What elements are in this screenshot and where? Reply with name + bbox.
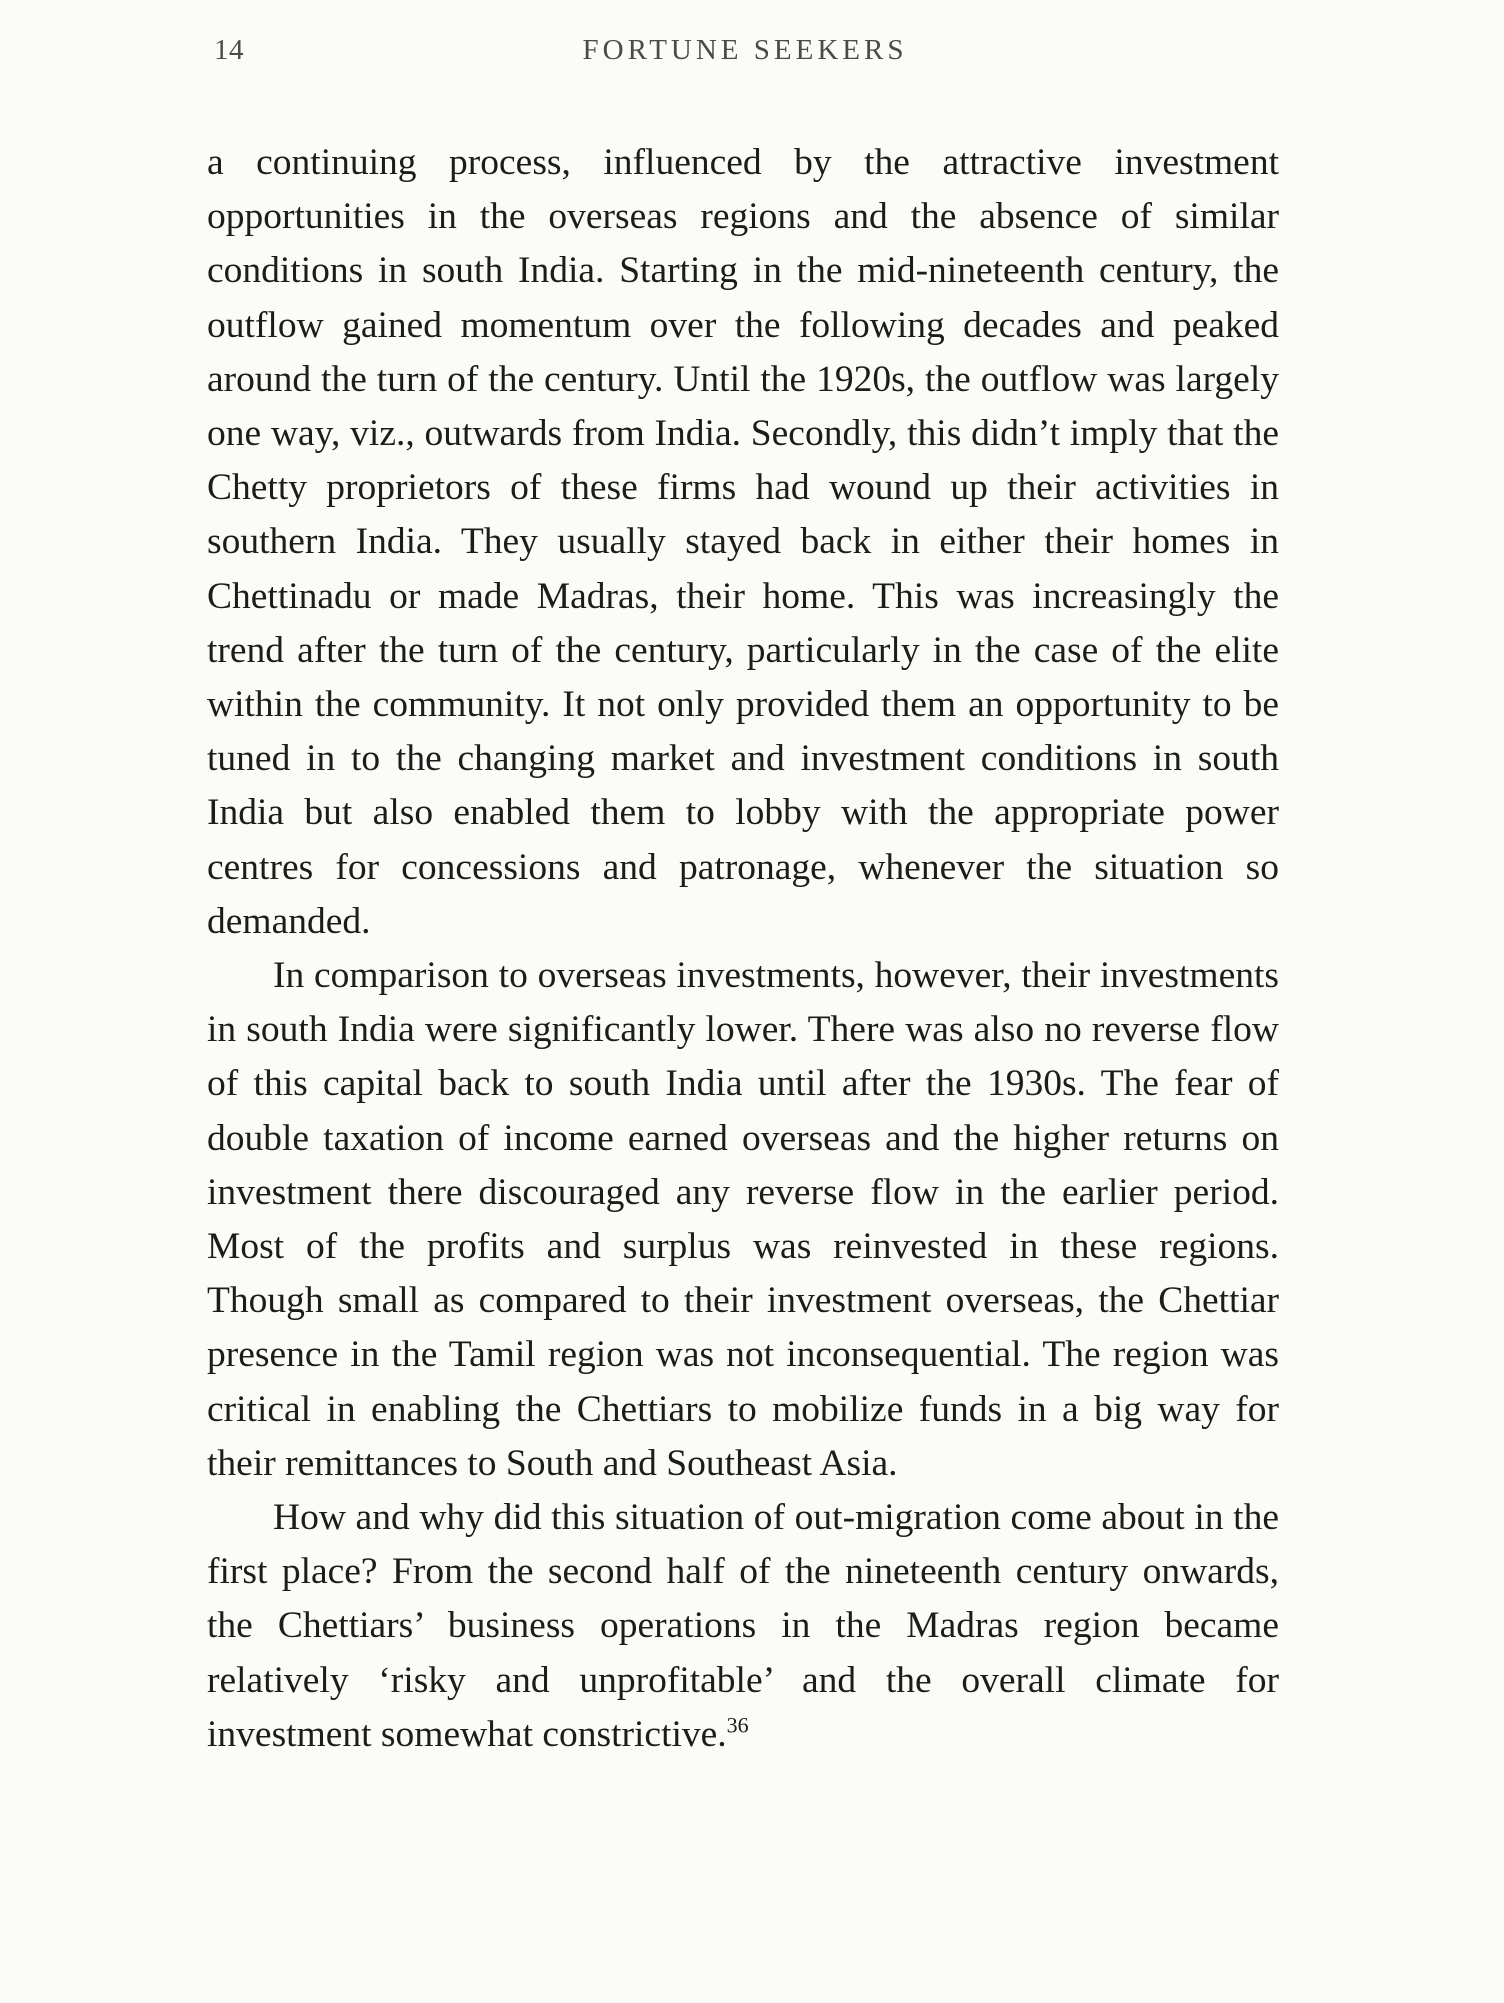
body-text [207,136,1279,1762]
paragraph-1-text: a continuing process, influenced by the attractive investment opportunities in the overseas regions and the absence of similar conditions in south India. Starting in the mid-nineteenth century, the outflow gained momentum over the following decades and peaked around the turn of the century. Until the 1920s, the outflow was largely one way, viz., outwards from India. Secondly, this didn’t imply that the Chetty proprietors of these firms had wound up their activities in southern India. They usually stayed back in either their homes in Chettinadu or made Madras, their home. This was increasingly the trend after the turn of the century, particularly in the case of the elite within the community. It not only provided them an opportunity to be tuned in to the changing market and investment conditions in south India but also enabled them to lobby with the appropriate power centres for concessions and patronage, whenever the situation so demanded. [207,142,1279,942]
paragraph-1 [207,136,1279,949]
running-title: FORTUNE SEEKERS [582,34,908,66]
paragraph-2 [207,949,1279,1491]
paragraph-3 [207,1491,1279,1762]
footnote-reference[interactable]: 36 [726,1712,749,1738]
paragraph-2-text: In comparison to overseas investments, however, their investments in south India were significantly lower. There was also no reverse flow of this capital back to south India until after the 1930s. The fear of double taxation of income earned overseas and the higher returns on investment there discouraged any reverse flow in the earlier period. Most of the profits and surplus was reinvested in these regions. Though small as compared to their investment overseas, the Chettiar presence in the Tamil region was not inconsequential. The region was critical in enabling the Chettiars to mobilize funds in a big way for their remittances to South and Southeast Asia. [207,955,1279,1484]
paragraph-3-text: How and why did this situation of out-migration come about in the first place? From the second half of the nineteenth century onwards, the Chettiars’ business operations in the Madras region became relatively ‘risky and unprofitable’ and the overall climate for investment somewhat constrictive. [207,1497,1279,1755]
page-number: 14 [214,34,244,66]
running-header [214,34,1276,74]
